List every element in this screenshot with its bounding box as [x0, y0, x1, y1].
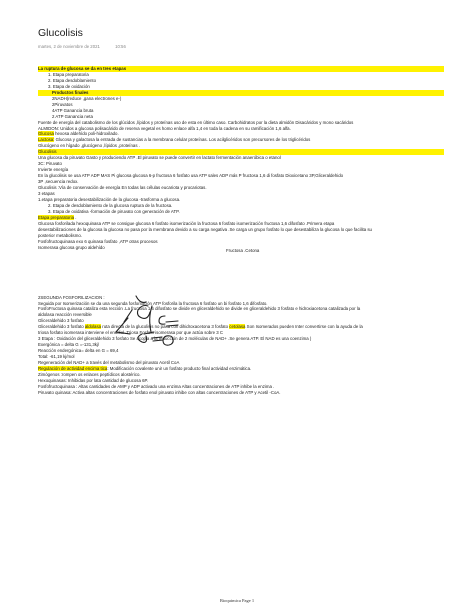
text-line: 3. Etapa de oxidativa -formación de piruvato con generación de ATP. — [48, 208, 180, 214]
highlight: cetolasa — [229, 324, 246, 330]
text-line: 2 ATP Ganancia neta — [52, 113, 93, 119]
text-line: Regulación de actividad encima tica: Modificación covalente unir un fosfato producto final actividad enzimática. — [38, 365, 252, 371]
highlight: Lactosa: — [38, 137, 55, 143]
text-line: ALMIDON: Unidos a glucosa polisacárido de reserva vegetal es homo enlace alfa 1,4 en toda la cadena en su ramificación 1,6 alfa. — [38, 125, 291, 131]
text-line: Reacción endergónica= delta en G = 69,4 — [38, 348, 119, 354]
text-line: FosfoFructosa quinasa cataliza esta rección .La fructosa 1,6 difosfato se divide en gliceraldehido se divide en gliceraldehido 3 fosfato e hidroxiacetona catalizada por la — [38, 306, 361, 312]
text-line: Gliceraldehido 3 fosfato aldolasa ruta directa de la glucolisis no pasa con dihidroxacetona 3 fosfato cetolasa Son Isomerados pueden Inter convertirse con la ayuda de la — [38, 324, 363, 330]
text-line: Hexoquinasas: Inhibidas por lata cantidad de glucosa 6P. — [38, 377, 149, 383]
text-line: 1.etapa preparatoria desestabilización de la glucosa -trasforma a glucosa. — [38, 196, 181, 202]
text-line: Isomerasa glucosa grupo aldehído — [38, 244, 105, 250]
text-line: 3P ,secuencia redox. — [38, 179, 79, 185]
highlight: Etapa preparatoria — [38, 214, 74, 220]
text-line: 3 etapas — [38, 191, 55, 197]
text-line: 1. Etapa preparatoria — [48, 71, 89, 77]
note-body — [38, 66, 444, 396]
text-line: Piruvato quinasa: Activa altas concentraciones de fosfato enol piruvato inhibe con altas concentraciones de ATP y Acetil -CoA. — [38, 389, 281, 395]
note-section-2 — [38, 295, 444, 396]
text-line: 4ATP Ganancia bruta — [52, 107, 94, 113]
text-line: La ruptura de glucosa se da en tres etapas — [38, 66, 444, 72]
text-line: 2SEGUNDA FOSFORILIZACION : — [38, 294, 105, 300]
text-line: Glucosa fosforilada hexoquinasa ATP se consigue glucosa 6 fosfato isomerización la fructosa 6 fosfato isomerización fructosa 1,6 difosfato .Primera etapa — [38, 220, 335, 226]
text-line: posterior metabolismo. — [38, 232, 82, 238]
text-line: Total: -61,19 kj/mol — [38, 354, 75, 360]
page-footer: Bioquimica Page 1 — [219, 598, 255, 603]
highlight: Glucosa — [38, 131, 54, 137]
page-meta — [38, 44, 140, 49]
text-line: 3C: Piruvato — [38, 161, 62, 167]
text-line: 3 Etapa : Oxidación del gliceraldehido 3 fosfato Se acopla a la reducción de 2 moléculas de NAD+ .Se genera ATP. El NAD es una coenzima ) — [38, 336, 312, 342]
page-title: Glucolisis — [38, 27, 83, 39]
text-line: 2. Etapa desdoblamiento — [48, 77, 97, 83]
page-date: martes, 2 de noviembre de 2021 — [38, 44, 100, 49]
text-line: Lactosa: Glucosa y galactosa la entrada de sustancias a la membrana celular proteínas. Los acilglicéridos son precursores de los triglicéridos — [38, 137, 311, 143]
text-line: Una glucosa da piruvato Gasto y produciendo ATP .El piruvato se puede convertir en lactato fermentación anaeróbica o etanol — [38, 155, 281, 161]
text-line: Fuente de energía del catabolismo de los glúcidos ,lípidos y proteínas uso de esta en último caso. Carbohidratos por la dieta almidón Disacáridos y mono sacáridos — [38, 119, 354, 125]
text-line: 2Piruvatos — [52, 101, 73, 107]
text-line: aldolasa reacción reversible — [38, 312, 92, 318]
text-line: Exergónica = delta G =-131,3kj/ — [38, 342, 100, 348]
note-section-1 — [38, 66, 444, 251]
text-line: Fosfofructoquinasa : Altas cantidades de AMP y ADP activado una enzima Altas concentraciones de ATP inhibe la enzima . — [38, 383, 275, 389]
text-line: Zimógenos :rompen os enlaces peptídicos alostérico. — [38, 371, 141, 377]
text-line: Fosfofructoquinasa exo 6 quinasa fosfato ,ATP otras procesos — [38, 238, 158, 244]
highlight: aldolasa — [84, 324, 102, 330]
fructosa-note: Fructosa .Cetona — [226, 247, 260, 253]
text-line: Glucolisis :Vía de conservación de energía En todas las células eucariota y procariotas. — [38, 185, 207, 191]
text-line: Productos finales — [38, 90, 444, 96]
text-line: Regeneración del NAD+ a través del metabolismo del piruvato Acetil CoA — [38, 360, 180, 366]
text-line: Seguida por Isomerización se da una segunda fosforilación ATP fosforila la fructosa 6 fosfato un bi fosfato 1,6 difosfato. — [38, 300, 268, 306]
text-line: 3. Etapa de oxidación — [48, 83, 90, 89]
text-line: triosa fosfato isomerasa interviene el enodiol .Triosa Fosfato isomerasa por que actúa sobre 3 C — [38, 330, 224, 336]
text-line: Gliceraldehido 3 fosfato — [38, 318, 84, 324]
text-line: Glucógeno en hígado ,glucógeno ,lípidos ,proteínas . — [38, 143, 140, 149]
text-line: 2. Etapa de desdoblamiento de la glucosa ruptura de la fructosa. — [48, 202, 173, 208]
highlight: Regulación de actividad encima tica — [38, 365, 108, 371]
text-line: En la glucolisis se usa ATP ADP MAS Pi glucosa glucosa 6-p fructosa 6 fosfato usa ATP sales ADP más P fructosa 1,6 di fosfato Dioxicetano 3P,Gliceraldehido — [38, 173, 344, 179]
text-line: Invierte energía — [38, 167, 69, 173]
page-time: 10:56 — [115, 44, 126, 49]
text-line: Etapa preparatoria . — [38, 214, 77, 220]
text-line: desestabilizaciones de la glucosa la glucosa no pasa por la membrana devido a su carga negativa .Se carga un grupo fosfato lo que desestabiliza la glucosa lo que facilita su — [38, 226, 372, 232]
text-line: Glucolisis — [38, 149, 444, 155]
text-line: 2NADH(reduce ,gana electrones e-) — [52, 95, 122, 101]
text-line: Glucosa hexosa aldehído poli-hidroxilado. — [38, 131, 119, 137]
